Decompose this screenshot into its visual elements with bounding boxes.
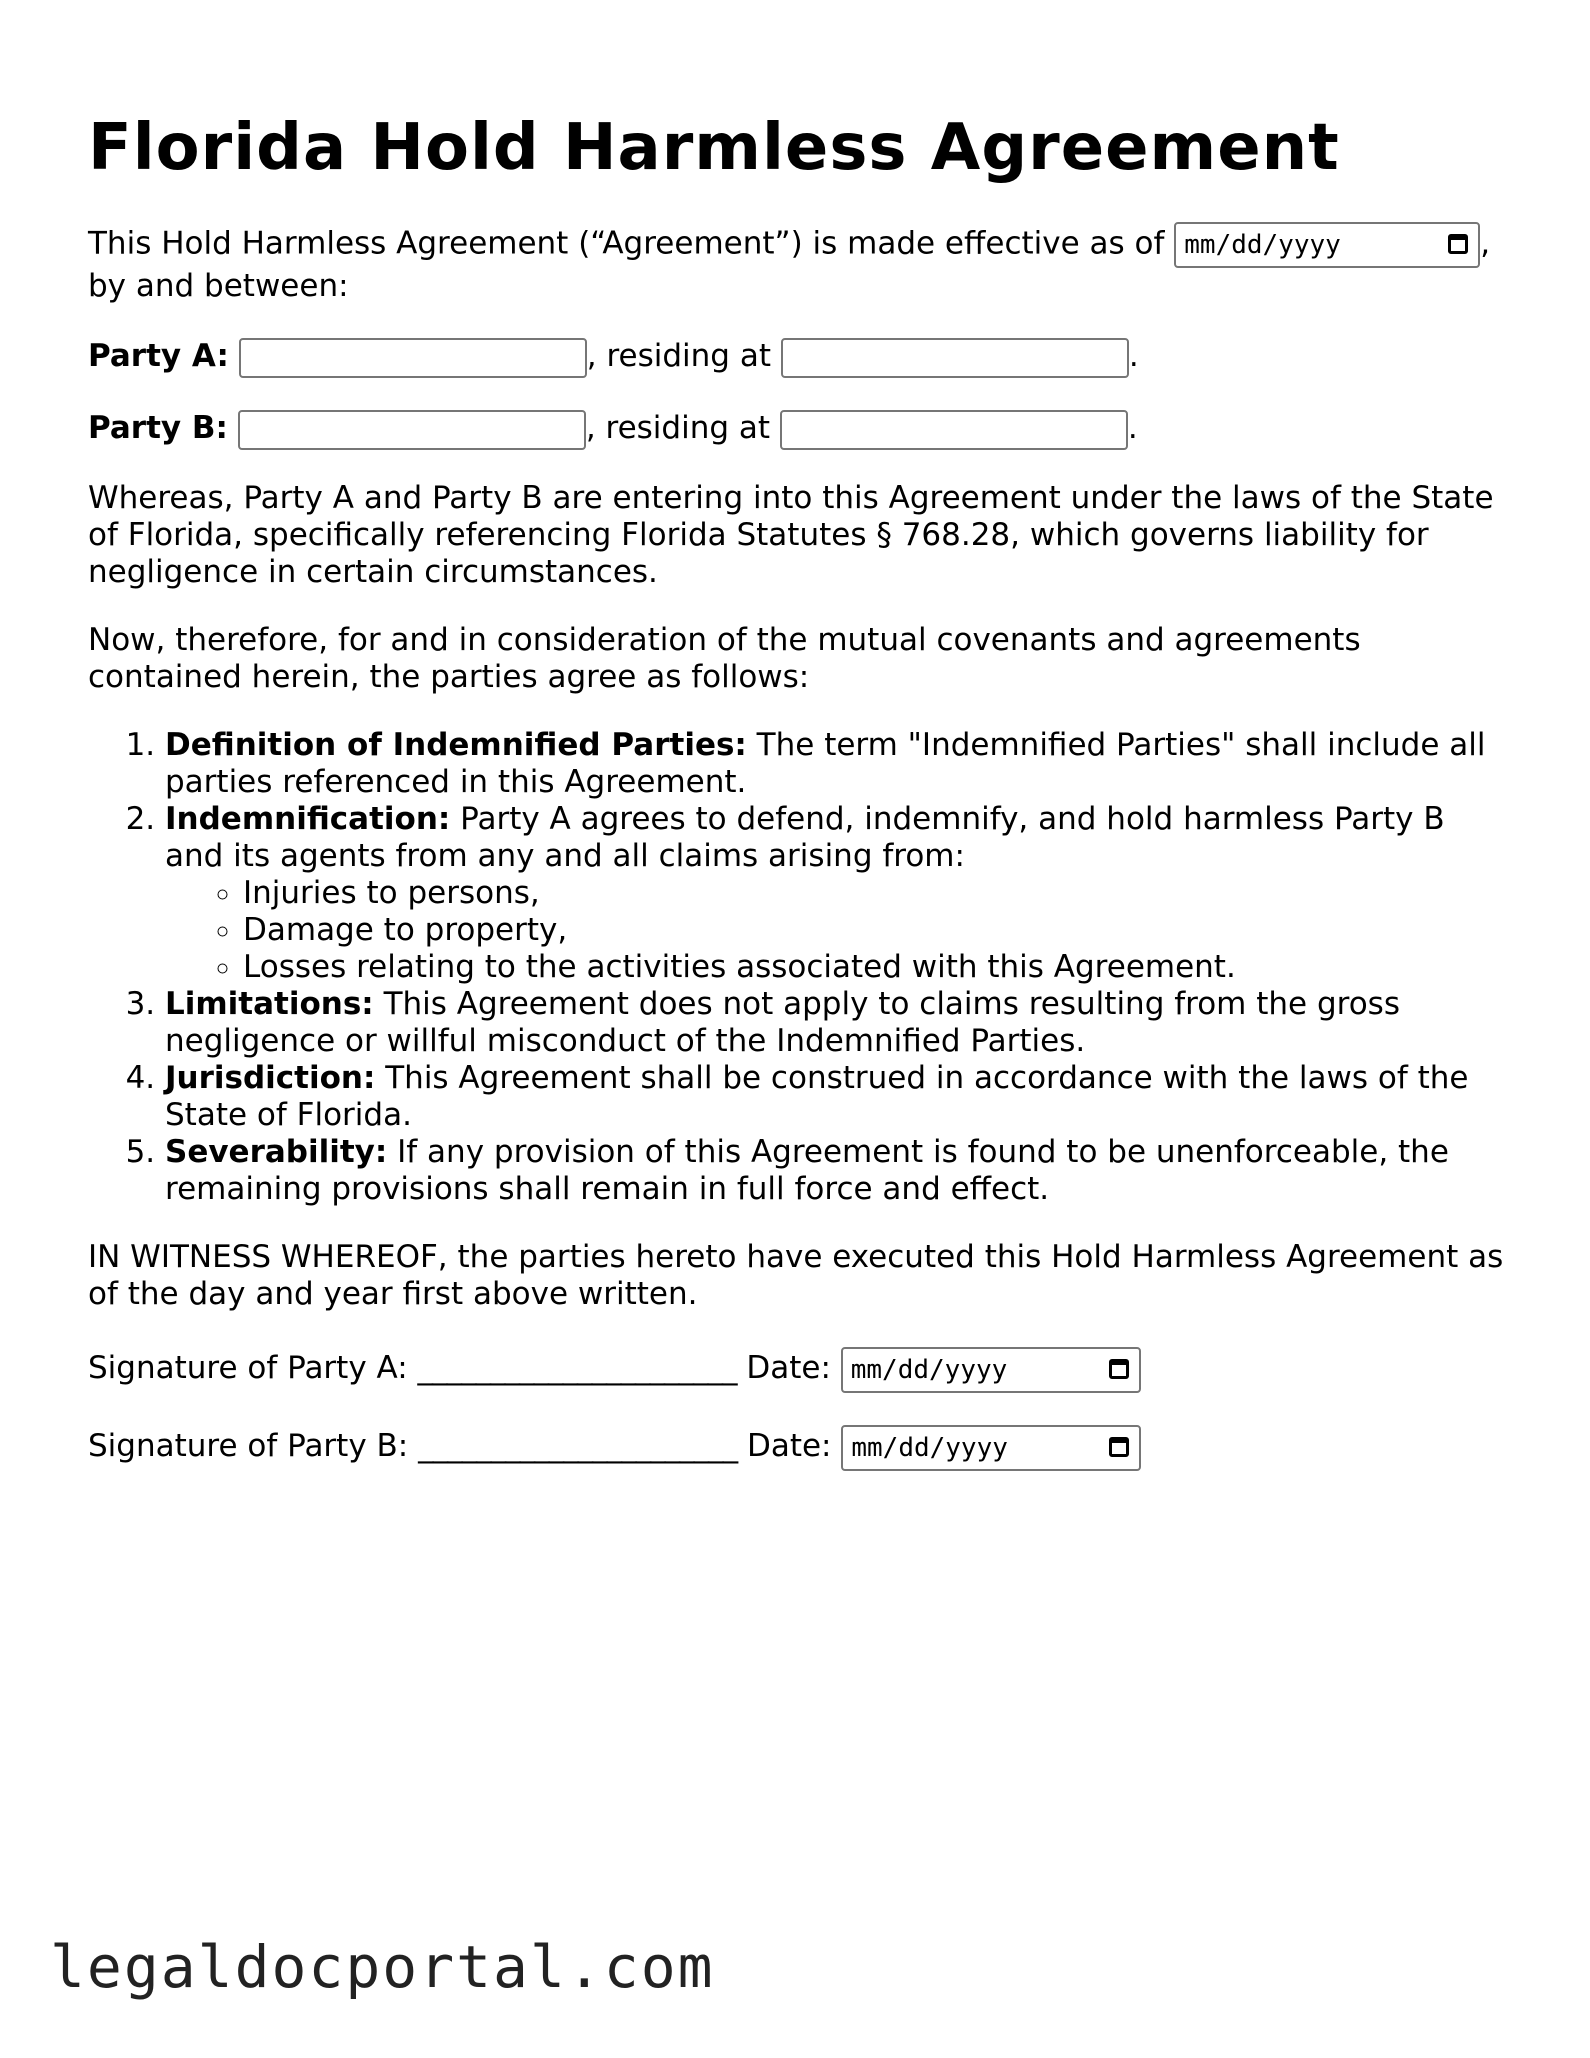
- party-b-label: Party B:: [88, 410, 228, 446]
- clause-text: This Agreement does not apply to claims resulting from the gross negligence or willful misconduct of the Indemnified Parties.: [165, 986, 1400, 1059]
- date-label: Date:: [736, 1350, 841, 1386]
- intro-text: This Hold Harmless Agreement (“Agreement”) is made effective as of: [88, 225, 1175, 262]
- party-a-row: Party A: , residing at .: [88, 336, 1508, 376]
- party-a-address-input[interactable]: [781, 338, 1129, 378]
- date-placeholder: mm/dd/yyyy: [851, 1432, 1008, 1463]
- witness-paragraph: IN WITNESS WHEREOF, the parties hereto have executed this Hold Harmless Agreement as of the day and year first above written.: [88, 1239, 1504, 1312]
- intro-line-2: by and between:: [88, 268, 349, 304]
- calendar-icon[interactable]: [1109, 1437, 1129, 1457]
- clause-heading: Definition of Indemnified Parties:: [165, 727, 747, 763]
- party-b-date-input[interactable]: [841, 1425, 1141, 1471]
- intro-paragraph: This Hold Harmless Agreement (“Agreement”) is made effective as of mm/dd/yyyy , by and between:: [88, 222, 1508, 305]
- clause-text: Party A agrees to defend, indemnify, and hold harmless Party B and its agents from any and all claims arising from:: [165, 801, 1445, 874]
- party-a-name-input[interactable]: [239, 338, 587, 378]
- whereas-paragraph: Whereas, Party A and Party B are entering into this Agreement under the laws of the State of Florida, specifically referencing Florida Statutes § 768.28, which governs liability for negligence in certain circumstances.: [88, 480, 1494, 590]
- date-placeholder: mm/dd/yyyy: [1184, 230, 1341, 260]
- date-placeholder: mm/dd/yyyy: [850, 1354, 1008, 1385]
- clause-item: [165, 801, 1508, 986]
- signature-row-party-a: [88, 1344, 1508, 1392]
- clause-item: [165, 1060, 1508, 1134]
- party-b-name-input[interactable]: [238, 410, 586, 450]
- residing-label: , residing at: [585, 410, 780, 446]
- clause-item: [165, 986, 1508, 1060]
- site-watermark: legaldocportal.com: [50, 1933, 715, 2001]
- party-a-label: Party A:: [88, 338, 229, 374]
- party-b-row: Party B: , residing at .: [88, 408, 1508, 448]
- clause-heading: Limitations:: [165, 986, 374, 1022]
- clause-item: [165, 1134, 1508, 1208]
- residing-label: , residing at: [586, 338, 781, 374]
- signature-row-party-b: [88, 1422, 1508, 1470]
- party-b-address-input[interactable]: [780, 410, 1128, 450]
- signature-label: Signature of Party B:: [88, 1428, 419, 1464]
- clause-heading: Severability:: [165, 1134, 388, 1170]
- sublist-item: ◦ Damage to property,: [243, 912, 1508, 949]
- party-a-date-input[interactable]: [841, 1347, 1141, 1393]
- signature-line: ______________________: [417, 1350, 737, 1386]
- date-label: Date:: [737, 1428, 842, 1464]
- sublist-item: ◦ Losses relating to the activities associated with this Agreement.: [243, 949, 1508, 986]
- calendar-icon[interactable]: [1448, 234, 1468, 254]
- agreement-document: [88, 100, 1508, 1500]
- clause-text: If any provision of this Agreement is found to be unenforceable, the remaining provisions shall remain in full force and effect.: [165, 1134, 1449, 1207]
- effective-date-input[interactable]: [1174, 222, 1480, 268]
- sublist-item: ◦ Injuries to persons,: [243, 875, 1508, 912]
- calendar-icon[interactable]: [1109, 1359, 1129, 1379]
- clause-item: [165, 727, 1508, 801]
- now-therefore-paragraph: Now, therefore, for and in consideration of the mutual covenants and agreements contained herein, the parties agree as follows:: [88, 622, 1361, 695]
- clause-heading: Indemnification:: [165, 801, 451, 837]
- claim-sublist: [165, 875, 1508, 986]
- signature-label: Signature of Party A:: [88, 1350, 418, 1386]
- clause-heading: Jurisdiction:: [165, 1060, 376, 1096]
- clause-text: The term "Indemnified Parties" shall include all parties referenced in this Agreement.: [165, 727, 1486, 800]
- clause-list: [88, 727, 1508, 1208]
- clause-text: This Agreement shall be construed in accordance with the laws of the State of Florida.: [165, 1060, 1469, 1133]
- document-title: Florida Hold Harmless Agreement: [88, 111, 1340, 185]
- signature-line: ______________________: [418, 1428, 738, 1464]
